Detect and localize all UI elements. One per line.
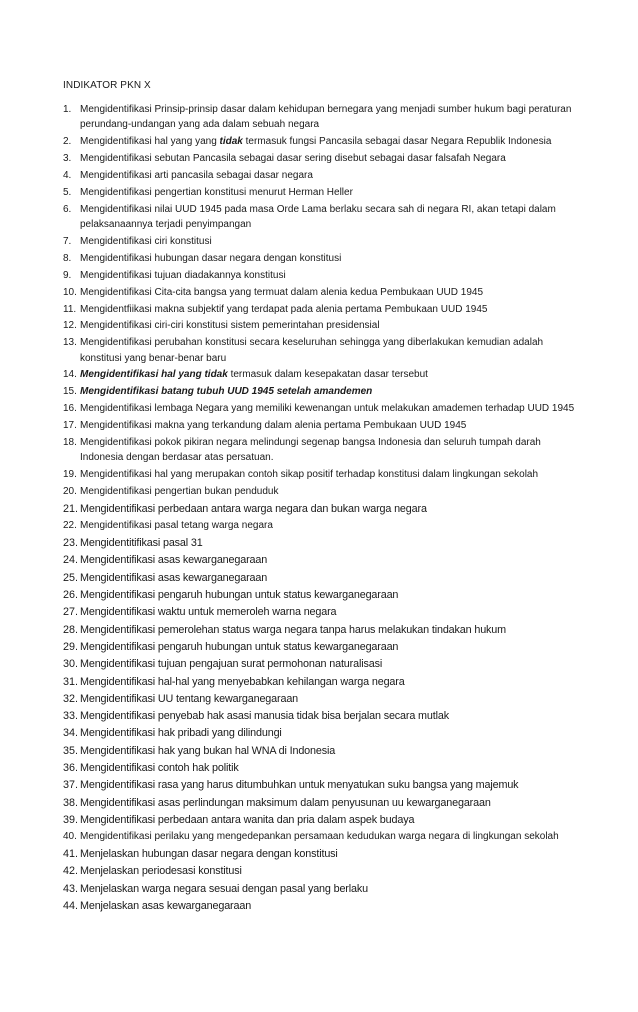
list-item-number: 26. [63, 589, 79, 602]
list-item-number: 38. [63, 796, 79, 809]
list-item-text: Mengidentifikasi asas perlindungan maksimum dalam penyusunan uu kewarganegaraan [80, 796, 491, 809]
list-item [0, 318, 638, 333]
list-item-text: Mengidentifikasi tujuan pengajuan surat permohonan naturalisasi [80, 658, 383, 671]
list-item-number: 20. [63, 486, 77, 498]
list-item [0, 812, 638, 828]
list-item [0, 302, 638, 317]
list-item [0, 268, 638, 283]
list-item-text [80, 369, 428, 380]
list-item-text: Menjelaskan asas kewarganegaraan [80, 900, 252, 913]
list-item-number: 36. [63, 762, 79, 775]
list-item [0, 552, 638, 568]
list-item-text: Mengidentifikasi makna yang terkandung dalam alenia pertama Pembukaan UUD 1945 [80, 420, 467, 432]
list-item-number: 39. [63, 813, 79, 826]
list-item-text: Mengidentifikasi pasal tetang warga negara [80, 520, 273, 532]
list-item [0, 151, 638, 166]
list-item-text-part: termasuk fungsi Pancasila sebagai dasar Negara Republik Indonesia [242, 136, 552, 148]
list-item-text: Mengidentifikasi hak pribadi yang dilindungi [80, 727, 282, 740]
list-item-number: 12. [63, 320, 77, 332]
list-item [0, 518, 638, 533]
list-item-number: 42. [63, 865, 79, 878]
list-item [0, 501, 638, 517]
list-item-text: Mengidentifikasi pengaruh hubungan untuk status kewarganegaraan [80, 589, 399, 602]
list-item [0, 777, 638, 793]
list-item-text: Menjelaskan warga negara sesuai dengan pasal yang berlaku [80, 882, 368, 895]
list-item [0, 570, 638, 586]
document-title: INDIKATOR PKN X [63, 80, 151, 91]
list-item [0, 384, 638, 399]
list-item [0, 829, 638, 844]
list-item-number: 9. [63, 269, 72, 281]
list-item [0, 795, 638, 811]
list-item-text: Mengidentifikasi Prinsip-prinsip dasar dalam kehidupan bernegara yang menjadi sumber hukum bagi peraturan perundang-undangan yang ada dalam sebuah negara [80, 104, 572, 131]
list-item [0, 760, 638, 776]
list-item-number: 14. [63, 369, 77, 381]
list-item-number: 15. [63, 386, 77, 398]
list-item-number: 7. [63, 235, 72, 247]
list-item-number: 10. [63, 286, 77, 298]
list-item-text: Mengidentifikasi rasa yang harus ditumbuhkan untuk menyatukan suku bangsa yang majemuk [80, 779, 519, 792]
list-item-emphasis: tidak [219, 136, 243, 148]
list-item [0, 708, 638, 724]
list-item-number: 24. [63, 554, 79, 567]
list-item-text-part: Mengidentifikasi hal yang yang [80, 136, 220, 148]
list-item-number: 22. [63, 520, 77, 532]
list-item-text: Mengidentifikasi UU tentang kewarganegaraan [80, 692, 299, 705]
list-item-text: Mengidentifikasi contoh hak politik [80, 762, 239, 775]
list-item-text [80, 386, 372, 397]
list-item-number: 28. [63, 623, 79, 636]
list-item-number: 19. [63, 469, 77, 481]
list-item-number: 17. [63, 420, 77, 432]
list-item [0, 102, 638, 133]
list-item-text: Mengidentifikasi perbedaan antara warga negara dan bukan warga negara [80, 503, 427, 515]
list-item [0, 725, 638, 741]
list-item-text: Mengidentifikasi hak yang bukan hal WNA di Indonesia [80, 744, 336, 757]
list-item [0, 251, 638, 266]
list-item-number: 33. [63, 710, 79, 723]
list-item [0, 846, 638, 862]
list-item-number: 21. [63, 503, 79, 515]
list-item-number: 5. [63, 186, 72, 198]
list-item-text: Menjelaskan periodesasi konstitusi [80, 865, 242, 878]
list-item-number: 3. [63, 153, 72, 165]
list-item-text: Mengidentifikasi hal yang merupakan contoh sikap positif terhadap konstitusi dalam lingkungan sekolah [80, 469, 539, 481]
list-item-number: 27. [63, 606, 79, 619]
list-item-number: 2. [63, 136, 72, 148]
list-item [0, 134, 638, 149]
list-item-number: 32. [63, 692, 79, 705]
list-item-text: Mengidentifikasi Cita-cita bangsa yang termuat dalam alenia kedua Pembukaan UUD 1945 [80, 286, 484, 298]
list-item-text: Mengidentifikasi perilaku yang mengedepankan persamaan kedudukan warga negara di lingkungan sekolah [80, 831, 559, 843]
list-item-text: Mengidentfiikasi makna subjektif yang terdapat pada alenia pertama Pembukaan UUD 1945 [80, 303, 488, 315]
list-item [0, 656, 638, 672]
list-item [0, 604, 638, 620]
list-item [0, 185, 638, 200]
list-item [0, 467, 638, 482]
list-item-emphasis: Mengidentifikasi hal yang tidak [80, 369, 228, 381]
list-item-text [80, 136, 551, 147]
list-item [0, 535, 638, 551]
list-item-text-part: termasuk dalam kesepakatan dasar tersebut [227, 369, 428, 381]
list-item-text: Mengidentifikasi perbedaan antara wanita dan pria dalam aspek budaya [80, 813, 415, 826]
list-item [0, 168, 638, 183]
list-item [0, 435, 638, 466]
list-item-text: Mengidentifikasi pengertian konstitusi menurut Herman Heller [80, 186, 353, 198]
list-item [0, 743, 638, 759]
list-item-text: Mengidentifikasi waktu untuk memeroleh warna negara [80, 606, 337, 619]
list-item-number: 23. [63, 537, 79, 550]
list-item-number: 31. [63, 675, 79, 688]
list-item [0, 587, 638, 603]
list-item [0, 234, 638, 249]
list-item [0, 285, 638, 300]
list-item [0, 622, 638, 638]
list-item-text: Mengidentifikasi penyebab hak asasi manusia tidak bisa berjalan secara mutlak [80, 710, 449, 723]
list-item-number: 29. [63, 640, 79, 653]
list-item [0, 418, 638, 433]
list-item-text: Mengidentifikasi asas kewarganegaraan [80, 554, 268, 567]
list-item-text: Mengidentifikasi pemerolehan status warga negara tanpa harus melakukan tindakan hukum [80, 623, 506, 636]
list-item-number: 18. [63, 437, 77, 449]
list-item-number: 16. [63, 403, 77, 415]
list-item [0, 898, 638, 914]
list-item-text: Mengidentifikasi sebutan Pancasila sebagai dasar sering disebut sebagai dasar falsafah Negara [80, 153, 506, 165]
list-item-text: Mengidentifikasi nilai UUD 1945 pada masa Orde Lama berlaku secara sah di negara RI, akan tetapi dalam pelaksanaannya terjadi penyimpangan [80, 203, 556, 231]
list-item-number: 35. [63, 744, 79, 757]
list-item-text: Mengidentifikasi perubahan konstitusi secara keseluruhan sehingga yang diberlakukan kemudian adalah konstitusi yang benar-benar baru [80, 337, 544, 364]
list-item-text: Mengidentifikasi arti pancasila sebagai dasar negara [80, 169, 313, 181]
list-item-number: 30. [63, 658, 79, 671]
list-item-number: 37. [63, 779, 79, 792]
list-item [0, 335, 638, 366]
list-item [0, 639, 638, 655]
list-item [0, 863, 638, 879]
list-item-text: Mengidentifikasi lembaga Negara yang memiliki kewenangan untuk melakukan amademen terhadap UUD 1945 [80, 403, 575, 415]
list-item-text: Mengidentifikasi pengertian bukan penduduk [80, 486, 279, 498]
list-item-number: 1. [63, 104, 72, 115]
indicator-list [0, 102, 638, 915]
list-item [0, 674, 638, 690]
list-item-number: 8. [63, 252, 72, 264]
list-item [0, 881, 638, 897]
list-item-number: 4. [63, 169, 72, 181]
list-item-text: Mengidentifikasi hal-hal yang menyebabkan kehilangan warga negara [80, 675, 405, 688]
list-item-text: Mengidentifikasi pokok pikiran negara melindungi segenap bangsa Indonesia dan seluruh tumpah darah Indonesia dengan berdasar atas persatuan. [80, 437, 541, 464]
list-item [0, 202, 638, 233]
list-item-number: 44. [63, 900, 79, 913]
list-item-emphasis: Mengidentifikasi batang tubuh UUD 1945 setelah amandemen [80, 386, 373, 398]
list-item-text: Mengidentitifikasi pasal 31 [80, 537, 203, 550]
list-item-number: 11. [63, 303, 77, 315]
list-item-text: Mengidentifikasi tujuan diadakannya konstitusi [80, 269, 286, 281]
list-item-number: 13. [63, 337, 77, 349]
list-item-text: Mengidentifikasi ciri konstitusi [80, 235, 212, 247]
list-item-text: Mengidentifikasi asas kewarganegaraan [80, 571, 268, 584]
list-item-number: 34. [63, 727, 79, 740]
list-item-number: 40. [63, 831, 77, 843]
list-item-number: 6. [63, 203, 72, 215]
list-item-text: Menjelaskan hubungan dasar negara dengan konstitusi [80, 848, 338, 861]
list-item [0, 691, 638, 707]
list-item-number: 25. [63, 571, 79, 584]
list-item-text: Mengidentifikasi hubungan dasar negara dengan konstitusi [80, 252, 342, 264]
list-item [0, 401, 638, 416]
list-item [0, 484, 638, 499]
list-item-text: Mengidentifikasi pengaruh hubungan untuk status kewarganegaraan [80, 640, 399, 653]
list-item-text: Mengidentifikasi ciri-ciri konstitusi sistem pemerintahan presidensial [80, 320, 380, 332]
list-item-number: 41. [63, 848, 79, 861]
list-item [0, 367, 638, 382]
list-item-number: 43. [63, 882, 79, 895]
